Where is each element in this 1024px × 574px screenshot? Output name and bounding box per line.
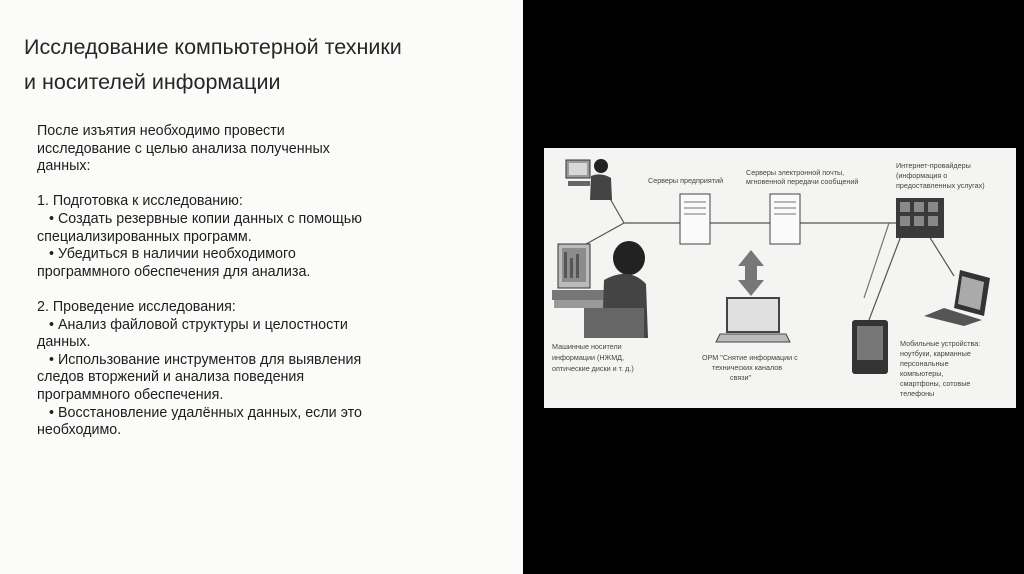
double-arrow-icon — [738, 250, 764, 296]
label-servers: Серверы предприятий — [648, 176, 724, 185]
label-orm: ОРМ "Снятие информации с технических каналов связи" — [702, 353, 798, 382]
label-mobile-devices: Мобильные устройства: ноутбуки, карманные персональные компьютеры, смартфоны, сотовые телефоны — [900, 339, 981, 398]
laptop-icon — [716, 298, 790, 342]
isp-building-icon — [896, 198, 944, 238]
intro-line: данных: — [37, 158, 91, 175]
bullet-line: следов вторжений и анализа поведения — [37, 369, 305, 386]
email-server-icon — [770, 194, 800, 244]
bullet-line: необходимо. — [37, 422, 122, 439]
bullet-line: • Анализ файловой структуры и целостности — [49, 316, 348, 333]
bullet-line: специализированных программ. — [37, 228, 252, 245]
intro-line: После изъятия необходимо провести — [37, 123, 285, 139]
diagram-svg — [544, 148, 1016, 408]
bullet-line: • Создать резервные копии данных с помощью — [49, 210, 362, 227]
slide-body — [37, 123, 487, 440]
slide-title — [24, 30, 514, 100]
label-isp: Интернет-провайдеры (информация о предоставленных услугах) — [896, 161, 985, 190]
desktop-user-icon — [566, 159, 612, 200]
bullet-line: • Использование инструментов для выявления — [49, 351, 362, 368]
bullet-line: • Убедиться в наличии необходимого — [49, 246, 296, 263]
bullet-line: программного обеспечения. — [37, 386, 224, 403]
section-1-heading: 1. Подготовка к исследованию: — [37, 193, 243, 210]
bullet-line: данных. — [37, 334, 91, 351]
title-line-1: Исследование компьютерной техники — [24, 35, 402, 59]
label-storage-media: Машинные носители информации (НЖМД, оптические диски и т. д.) — [552, 342, 634, 373]
label-email-servers: Серверы электронной почты, мгновенной передачи сообщений — [746, 168, 859, 186]
bullet-line: программного обеспечения для анализа. — [37, 263, 311, 280]
analyst-workstation-icon — [552, 241, 648, 338]
section-2-heading: 2. Проведение исследования: — [37, 298, 236, 315]
title-line-2: и носителей информации — [24, 70, 281, 94]
intro-line: исследование с целью анализа полученных — [37, 140, 330, 157]
mobile-laptop-icon — [924, 270, 990, 326]
bullet-line: • Восстановление удалённых данных, если это — [49, 404, 362, 421]
enterprise-server-icon — [680, 194, 710, 244]
network-diagram — [544, 148, 1016, 408]
pda-icon — [852, 320, 888, 374]
